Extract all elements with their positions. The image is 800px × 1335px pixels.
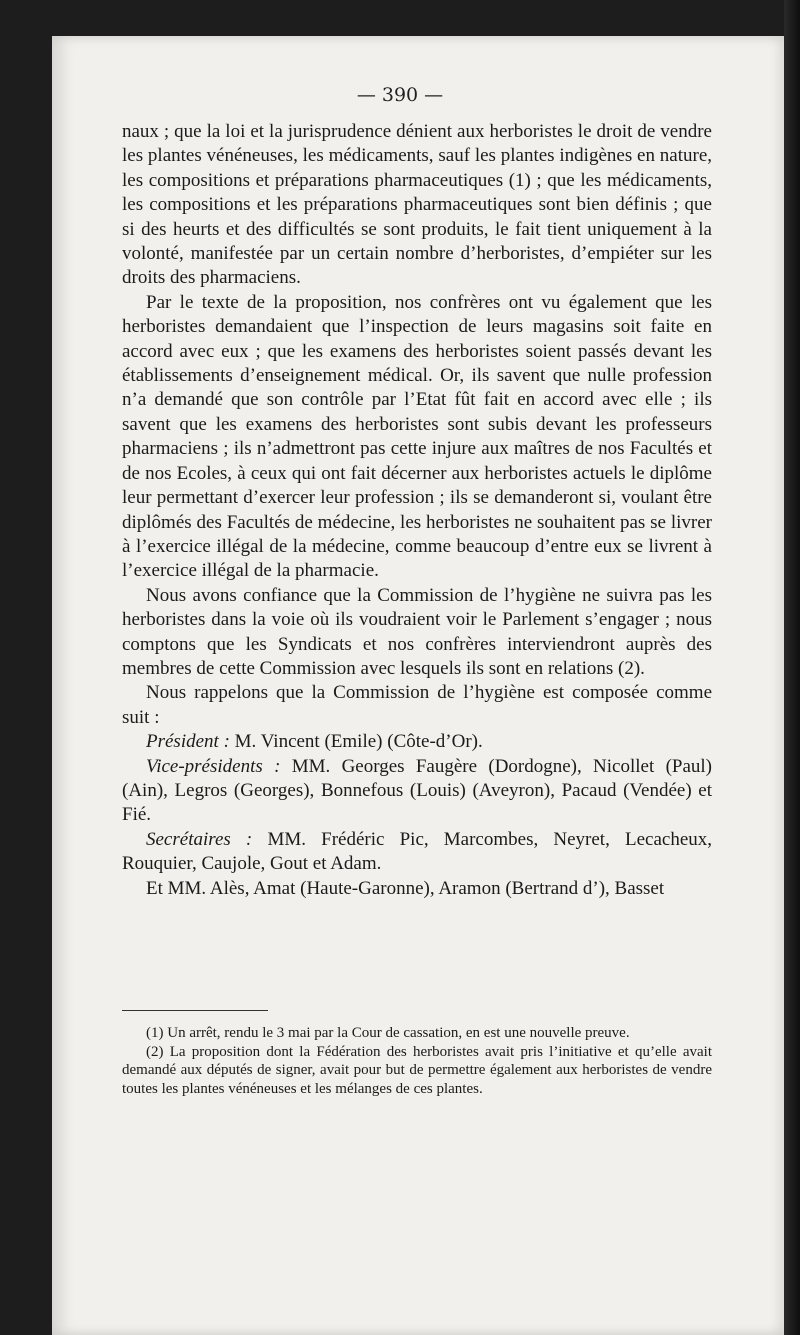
footnote-separator (122, 1010, 268, 1011)
paragraph-1: naux ; que la loi et la jurisprudence dénient aux herboristes le droit de vendre les plantes vénéneuses, les médicaments, sauf les plantes indigènes en nature, les compositions et préparations pharmaceutiques (1) ; que les médicaments, les compositions et les préparations pharmaceutiques sont bien définis ; que si des heurts et des difficultés se sont produits, le fait tient uniquement à la volonté, manifestée par un certain nombre d’herboristes, d’empiéter sur les droits des pharmaciens. (122, 121, 712, 289)
commission-vice-presidents (122, 755, 712, 828)
member-names: MM. Georges Faugère (Dordogne), Nicollet (Paul) (Ain), Legros (Georges), Bonnefous (Louis) (Aveyron), Pacaud (Vendée) et Fié. (122, 755, 713, 826)
commission-president (122, 730, 712, 754)
commission-members: Et MM. Alès, Amat (Haute-Garonne), Aramon (Bertrand d’), Basset (146, 877, 665, 899)
role-label: Secrétaires : (146, 828, 253, 850)
main-text (122, 120, 712, 901)
page-edge (784, 0, 800, 1335)
role-label: Vice-présidents : (146, 755, 281, 777)
footnote-1: (1) Un arrêt, rendu le 3 mai par la Cour de cassation, en est une nouvelle preuve. (146, 1025, 630, 1041)
paragraph-3: Nous avons confiance que la Commission de l’hygiène ne suivra pas les herboristes dans la voie où ils voudraient voir le Parlement s’engager ; nous comptons que les Syndicats et nos confrères interviendront auprès des membres de cette Commission avec lesquels ils sont en relations (2). (122, 584, 712, 679)
member-names: MM. Frédéric Pic, Marcombes, Neyret, Lecacheux, Rouquier, Caujole, Gout et Adam. (122, 828, 713, 875)
footnote-2: (2) La proposition dont la Fédération des herboristes avait pris l’initiative et qu’elle avait demandé aux députés de signer, avait pour but de permettre également aux herboristes de vendre toutes les plantes vénéneuses et les mélanges de ces plantes. (122, 1043, 712, 1097)
commission-secretaries (122, 828, 712, 877)
paragraph-2: Par le texte de la proposition, nos confrères ont vu également que les herboristes demandaient que l’inspection de leurs magasins soit faite en accord avec eux ; que les examens des herboristes soient passés devant les établissements d’enseignement médical. Or, ils savent que nulle profession n’a demandé que son contrôle par l’Etat fût fait en accord avec elle ; ils savent que les examens des herboristes sont subis devant les professeurs pharmaciens ; ils n’admettront pas cette injure aux maîtres de nos Facultés et de nos Ecoles, à ceux qui ont fait décerner aux herboristes actuels le diplôme leur permettant d’exercer leur profession ; ils se demanderont si, voulant être diplômés des Facultés de médecine, les herboristes ne souhaitent pas se livrer à l’exercice illégal de la médecine, comme beaucoup d’entre eux se livrent à l’exercice illégal de la pharmacie. (122, 291, 712, 582)
role-label: Président : (146, 731, 230, 753)
footnotes (122, 1024, 712, 1098)
page-number: — 390 — (356, 84, 444, 106)
paragraph-4: Nous rappelons que la Commission de l’hygiène est composée comme suit : (122, 682, 712, 728)
member-names: M. Vincent (Emile) (Côte-d’Or). (234, 731, 483, 753)
